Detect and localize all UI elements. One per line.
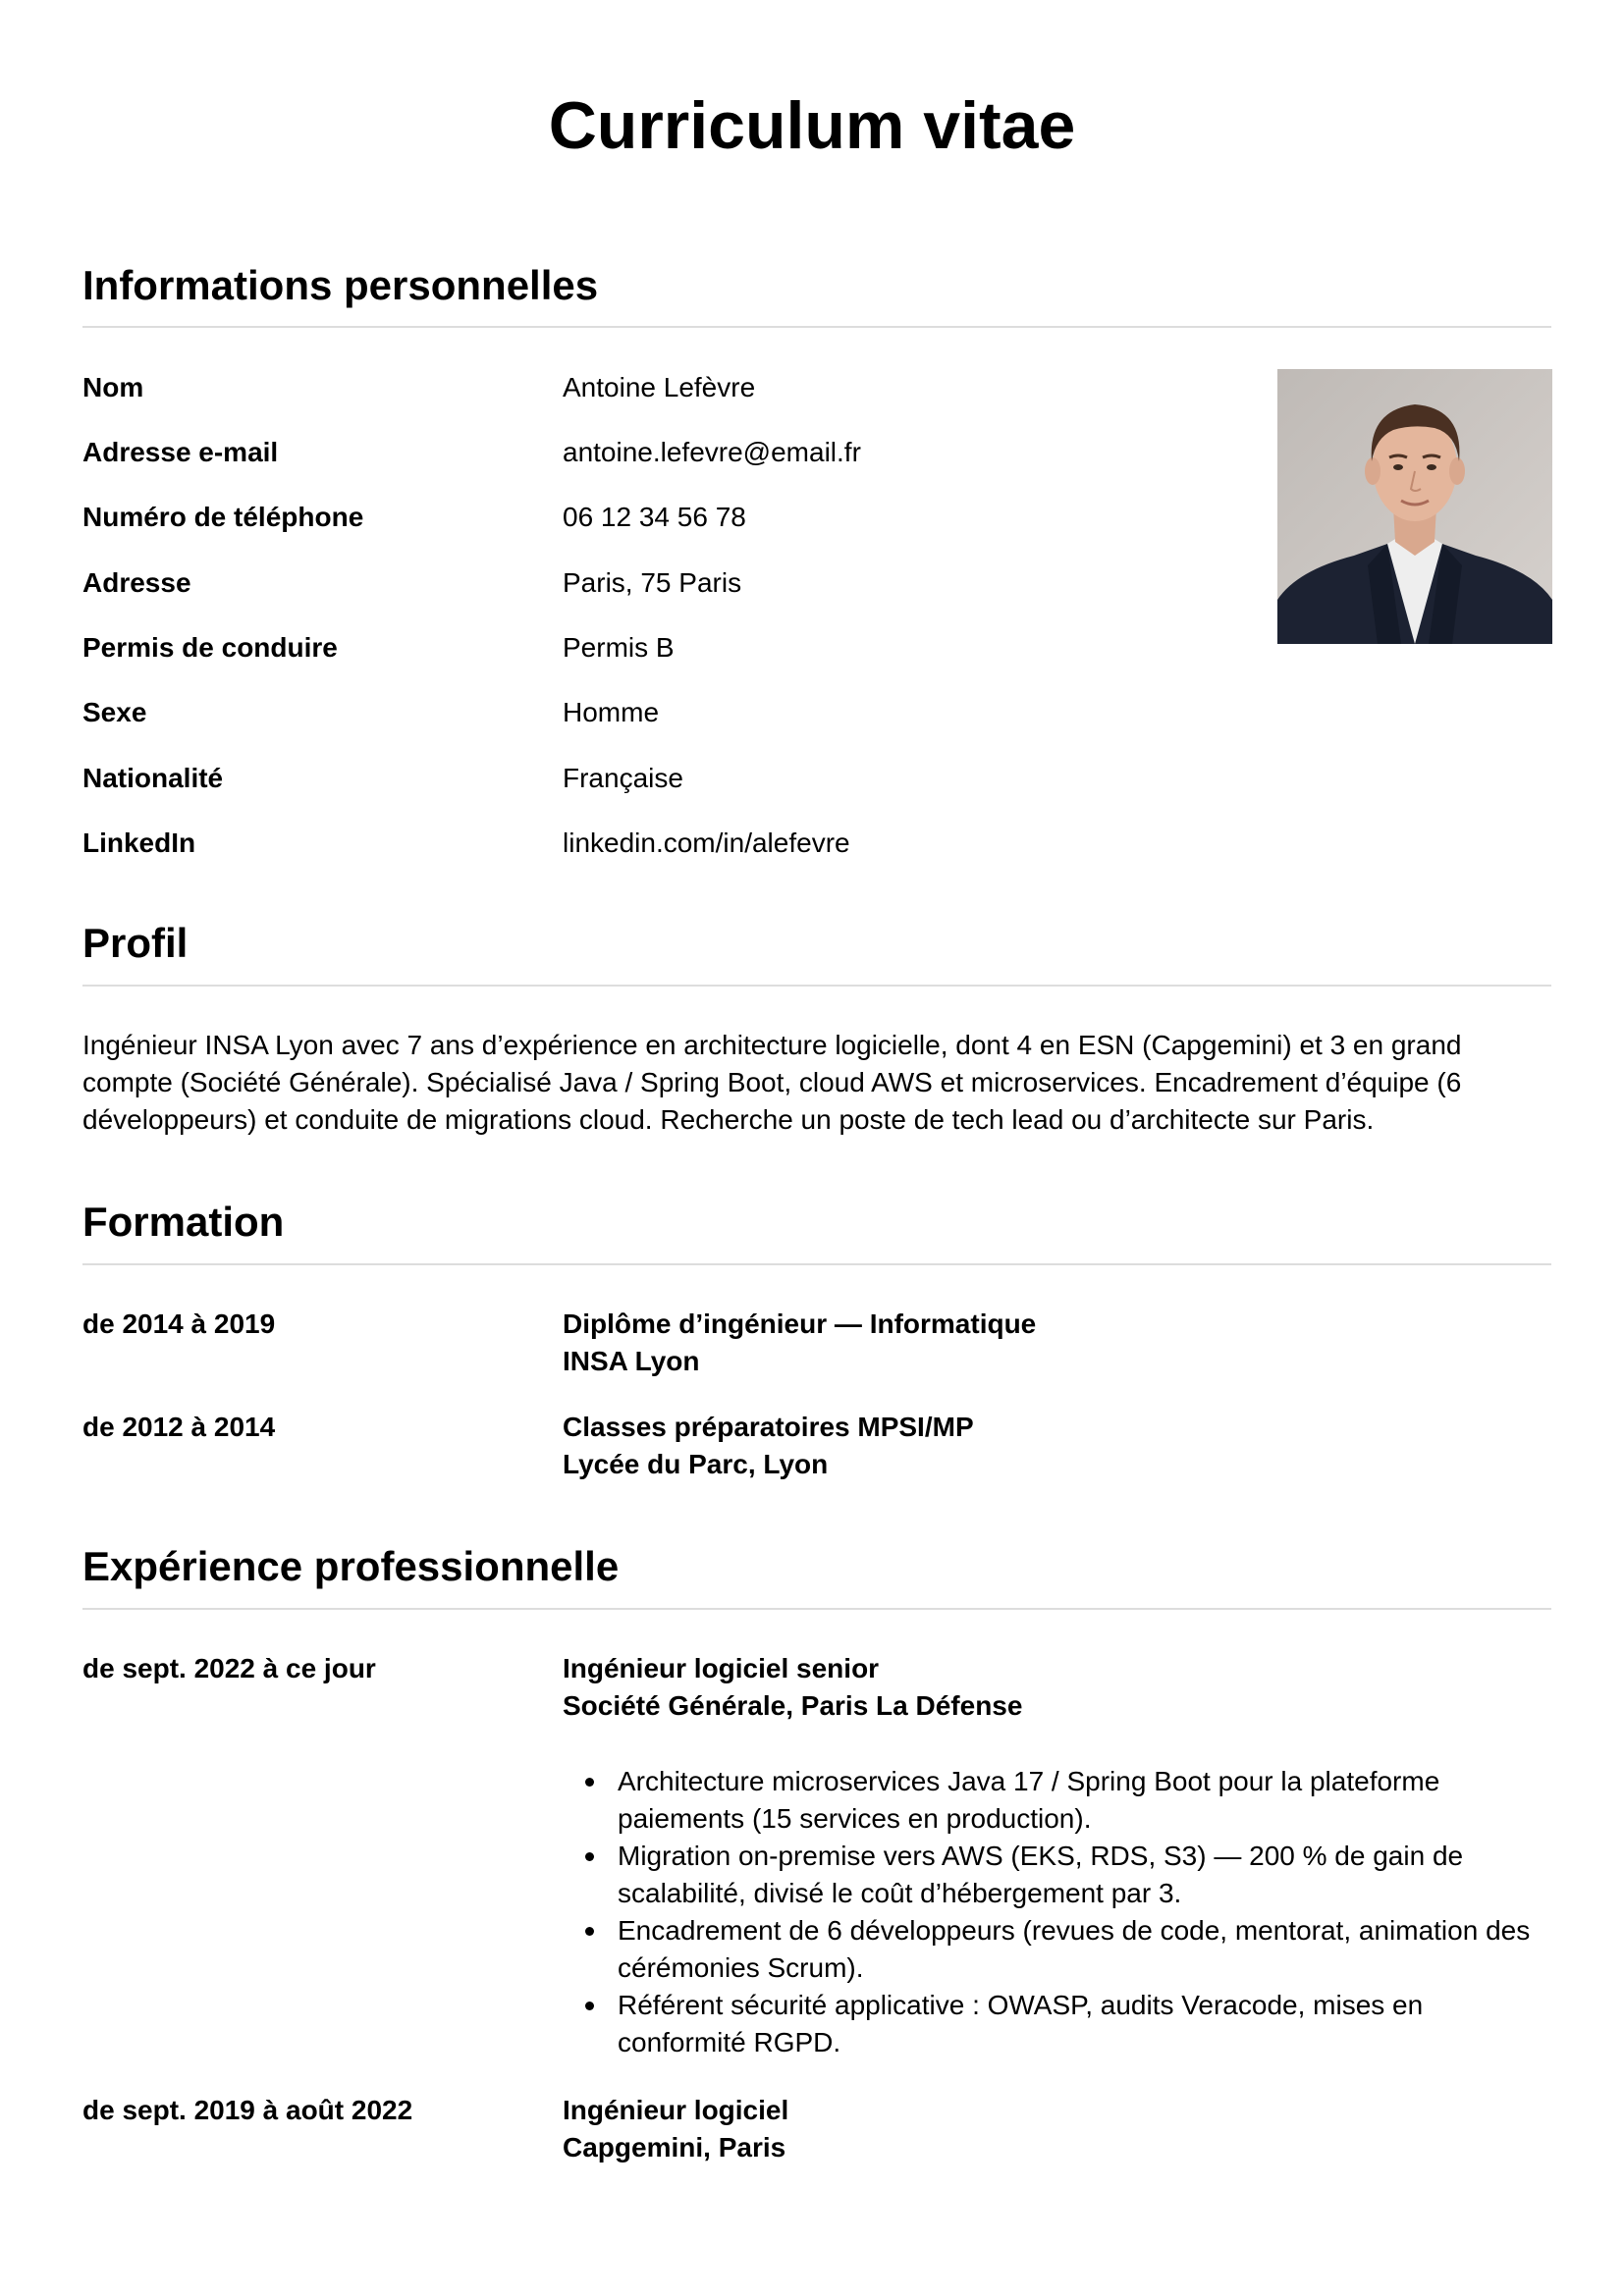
label-nationality: Nationalité bbox=[82, 763, 224, 793]
education-entry bbox=[563, 1306, 1250, 1380]
label-address: Adresse bbox=[82, 567, 191, 598]
label-name: Nom bbox=[82, 372, 144, 402]
section-heading-personal: Informations personnelles bbox=[82, 262, 599, 308]
experience-company: Société Générale, Paris La Défense bbox=[563, 1690, 1023, 1721]
label-driving-licence: Permis de conduire bbox=[82, 632, 338, 663]
value-email: antoine.lefevre@email.fr bbox=[563, 437, 861, 467]
label-email: Adresse e-mail bbox=[82, 437, 279, 467]
portrait-image bbox=[1277, 369, 1552, 644]
label-linkedin: LinkedIn bbox=[82, 828, 196, 858]
page-title: Curriculum vitae bbox=[548, 88, 1076, 163]
value-phone: 06 12 34 56 78 bbox=[563, 502, 746, 532]
value-nationality: Française bbox=[563, 763, 683, 793]
label-phone: Numéro de téléphone bbox=[82, 502, 364, 532]
education-degree: Classes préparatoires MPSI/MP bbox=[563, 1412, 974, 1442]
list-item: Architecture microservices Java 17 / Spring Boot pour la plateforme paiements (15 services en production). bbox=[563, 1763, 1551, 1838]
section-divider bbox=[82, 1263, 1551, 1265]
education-degree: Diplôme d’ingénieur — Informatique bbox=[563, 1308, 1037, 1339]
list-item: Encadrement de 6 développeurs (revues de code, mentorat, animation des cérémonies Scrum). bbox=[563, 1912, 1551, 1987]
experience-entry bbox=[563, 2092, 1250, 2166]
section-heading-profile: Profil bbox=[82, 920, 189, 966]
experience-period: de sept. 2019 à août 2022 bbox=[82, 2095, 413, 2125]
experience-bullets bbox=[563, 1763, 1551, 2061]
value-name: Antoine Lefèvre bbox=[563, 372, 756, 402]
experience-period: de sept. 2022 à ce jour bbox=[82, 1653, 376, 1683]
section-heading-experience: Expérience professionnelle bbox=[82, 1543, 620, 1589]
value-address: Paris, 75 Paris bbox=[563, 567, 742, 598]
profile-summary: Ingénieur INSA Lyon avec 7 ans d’expérience en architecture logicielle, dont 4 en ESN (Capgemini) et 3 en grand compte (Société Générale). Spécialisé Java / Spring Boot, cloud AWS et microservices. Encadrement d’équipe (6 développeurs) et conduite de migrations cloud. Recherche un poste de tech lead ou d’architecte sur Paris. bbox=[82, 1030, 1462, 1135]
education-school: INSA Lyon bbox=[563, 1346, 700, 1376]
experience-company: Capgemini, Paris bbox=[563, 2132, 786, 2163]
education-period: de 2014 à 2019 bbox=[82, 1308, 276, 1339]
list-item: Référent sécurité applicative : OWASP, audits Veracode, mises en conformité RGPD. bbox=[563, 1987, 1551, 2061]
value-driving-licence: Permis B bbox=[563, 632, 675, 663]
education-period: de 2012 à 2014 bbox=[82, 1412, 276, 1442]
experience-entry bbox=[563, 1650, 1250, 1725]
experience-role: Ingénieur logiciel bbox=[563, 2095, 789, 2125]
section-heading-education: Formation bbox=[82, 1199, 285, 1245]
label-gender: Sexe bbox=[82, 697, 147, 727]
value-gender: Homme bbox=[563, 697, 660, 727]
section-divider bbox=[82, 985, 1551, 987]
education-entry bbox=[563, 1409, 1250, 1483]
experience-role: Ingénieur logiciel senior bbox=[563, 1653, 880, 1683]
education-school: Lycée du Parc, Lyon bbox=[563, 1449, 829, 1479]
profile-photo bbox=[1277, 369, 1552, 644]
list-item: Migration on-premise vers AWS (EKS, RDS, S3) — 200 % de gain de scalabilité, divisé le coût d’hébergement par 3. bbox=[563, 1838, 1551, 1912]
section-divider bbox=[82, 1608, 1551, 1610]
value-linkedin: linkedin.com/in/alefevre bbox=[563, 828, 850, 858]
section-divider bbox=[82, 326, 1551, 328]
